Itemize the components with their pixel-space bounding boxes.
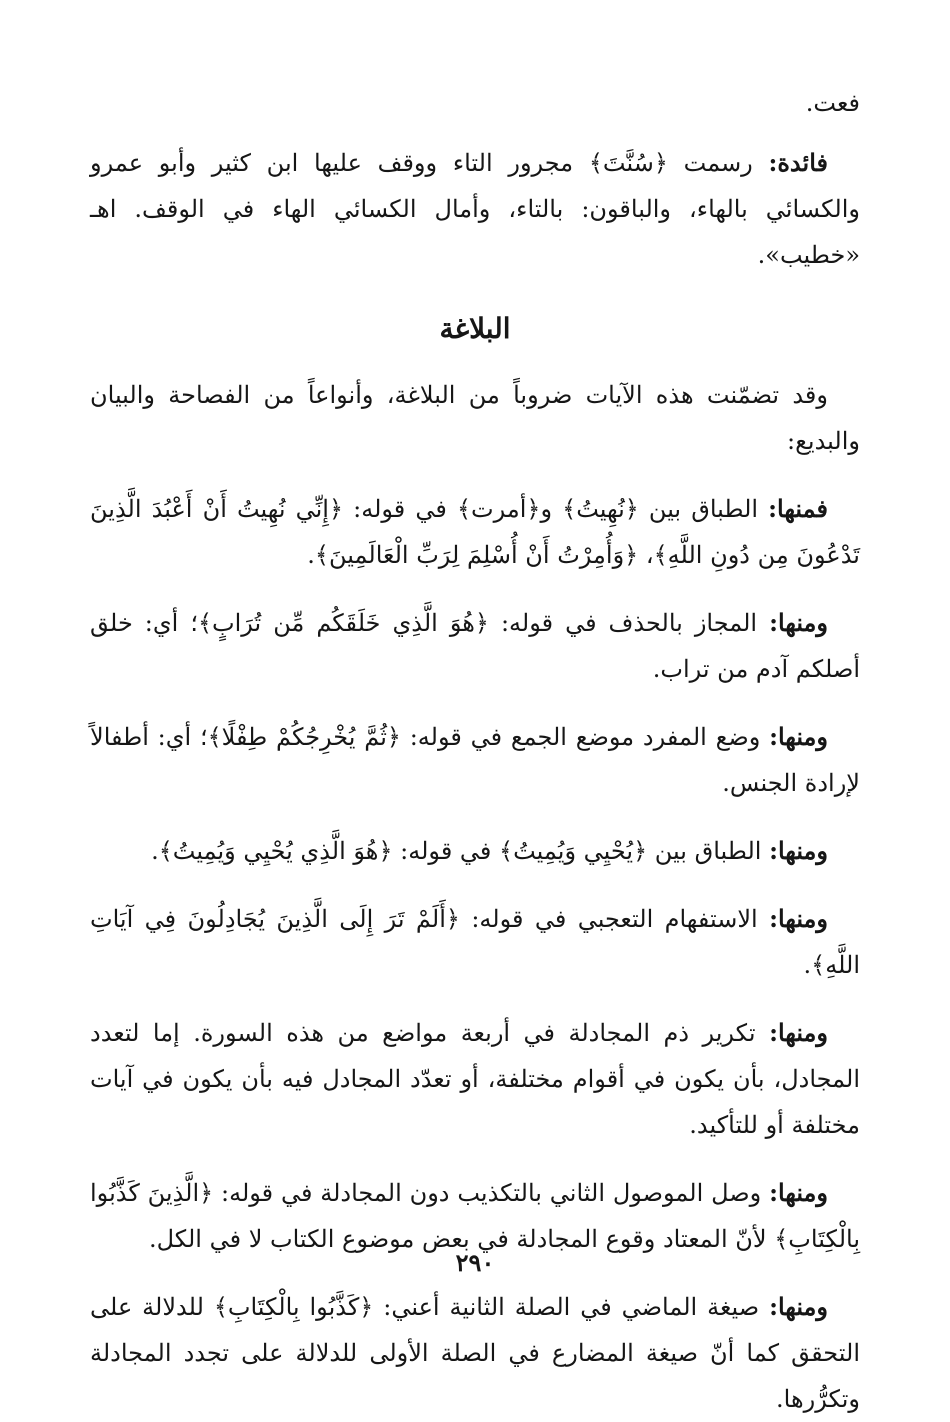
- intro-paragraph: وقد تضمّنت هذه الآيات ضروباً من البلاغة، وأنواعاً من الفصاحة والبيان والبديع:: [90, 381, 860, 455]
- page-number: ٢٩٠: [455, 1248, 495, 1277]
- item-lead: ومنها:: [769, 608, 828, 637]
- rhetoric-item-3: [90, 714, 860, 806]
- note-lead: فائدة:: [768, 148, 828, 177]
- item-text: المجاز بالحذف في قوله: ﴿هُوَ الَّذِي خَلَقَكُم مِّن تُرَابٍ﴾؛ أي: خلق أصلكم آدم من تراب.: [90, 609, 860, 683]
- item-lead: ومنها:: [769, 1178, 828, 1207]
- item-text: الاستفهام التعجبي في قوله: ﴿أَلَمْ تَرَ إِلَى الَّذِينَ يُجَادِلُونَ فِي آيَاتِ اللَّهِ﴾.: [90, 905, 860, 979]
- continuation-line: فعت.: [805, 89, 860, 117]
- rhetoric-item-5: [90, 896, 860, 988]
- item-lead: فمنها:: [768, 494, 828, 523]
- item-lead: ومنها:: [769, 722, 828, 751]
- item-text: وضع المفرد موضع الجمع في قوله: ﴿ثُمَّ يُخْرِجُكُمْ طِفْلًا﴾؛ أي: أطفالاً لإرادة الجنس.: [90, 723, 860, 797]
- item-text: وصل الموصول الثاني بالتكذيب دون المجادلة في قوله: ﴿الَّذِينَ كَذَّبُوا بِالْكِتَابِ﴾ لأنّ المعتاد وقوع المجادلة في بعض موضوع الكتاب لا في الكل.: [90, 1179, 860, 1253]
- item-text: الطباق بين ﴿يُحْيِي وَيُمِيتُ﴾ في قوله: ﴿هُوَ الَّذِي يُحْيِي وَيُمِيتُ﴾.: [151, 837, 770, 865]
- item-text: الطباق بين ﴿نُهِيتُ﴾ و﴿أمرت﴾ في قوله: ﴿إِنِّي نُهِيتُ أَنْ أَعْبُدَ الَّذِينَ تَدْعُونَ مِن دُونِ اللَّهِ﴾، ﴿وَأُمِرْتُ أَنْ أُسْلِمَ لِرَبِّ الْعَالَمِينَ﴾.: [90, 495, 860, 569]
- note-text: رسمت ﴿سُنَّتَ﴾ مجرور التاء ووقف عليها ابن كثير وأبو عمرو والكسائي بالهاء، والباقون: بالتاء، وأمال الكسائي الهاء في الوقف. اهـ «خطيب».: [90, 149, 860, 269]
- item-lead: ومنها:: [769, 904, 828, 933]
- rhetoric-item-1: [90, 486, 860, 578]
- item-lead: ومنها:: [769, 1018, 828, 1047]
- rhetoric-item-8: [90, 1284, 860, 1422]
- rhetoric-item-6: [90, 1010, 860, 1148]
- section-heading: البلاغة: [439, 312, 511, 345]
- item-lead: ومنها:: [769, 836, 828, 865]
- rhetoric-item-2: [90, 600, 860, 692]
- item-text: تكرير ذم المجادلة في أربعة مواضع من هذه السورة. إما لتعدد المجادل، بأن يكون في أقوام مختلفة، أو تعدّد المجادل فيه بأن يكون في آيات مختلفة أو للتأكيد.: [90, 1019, 860, 1139]
- item-lead: ومنها:: [769, 1292, 828, 1321]
- rhetoric-item-4: [90, 828, 860, 874]
- note-paragraph: [90, 140, 860, 278]
- item-text: صيغة الماضي في الصلة الثانية أعني: ﴿كَذَّبُوا بِالْكِتَابِ﴾ للدلالة على التحقق كما أنّ صيغة المضارع في الصلة الأولى للدلالة على تجدد المجادلة وتكرُّرها.: [90, 1293, 860, 1413]
